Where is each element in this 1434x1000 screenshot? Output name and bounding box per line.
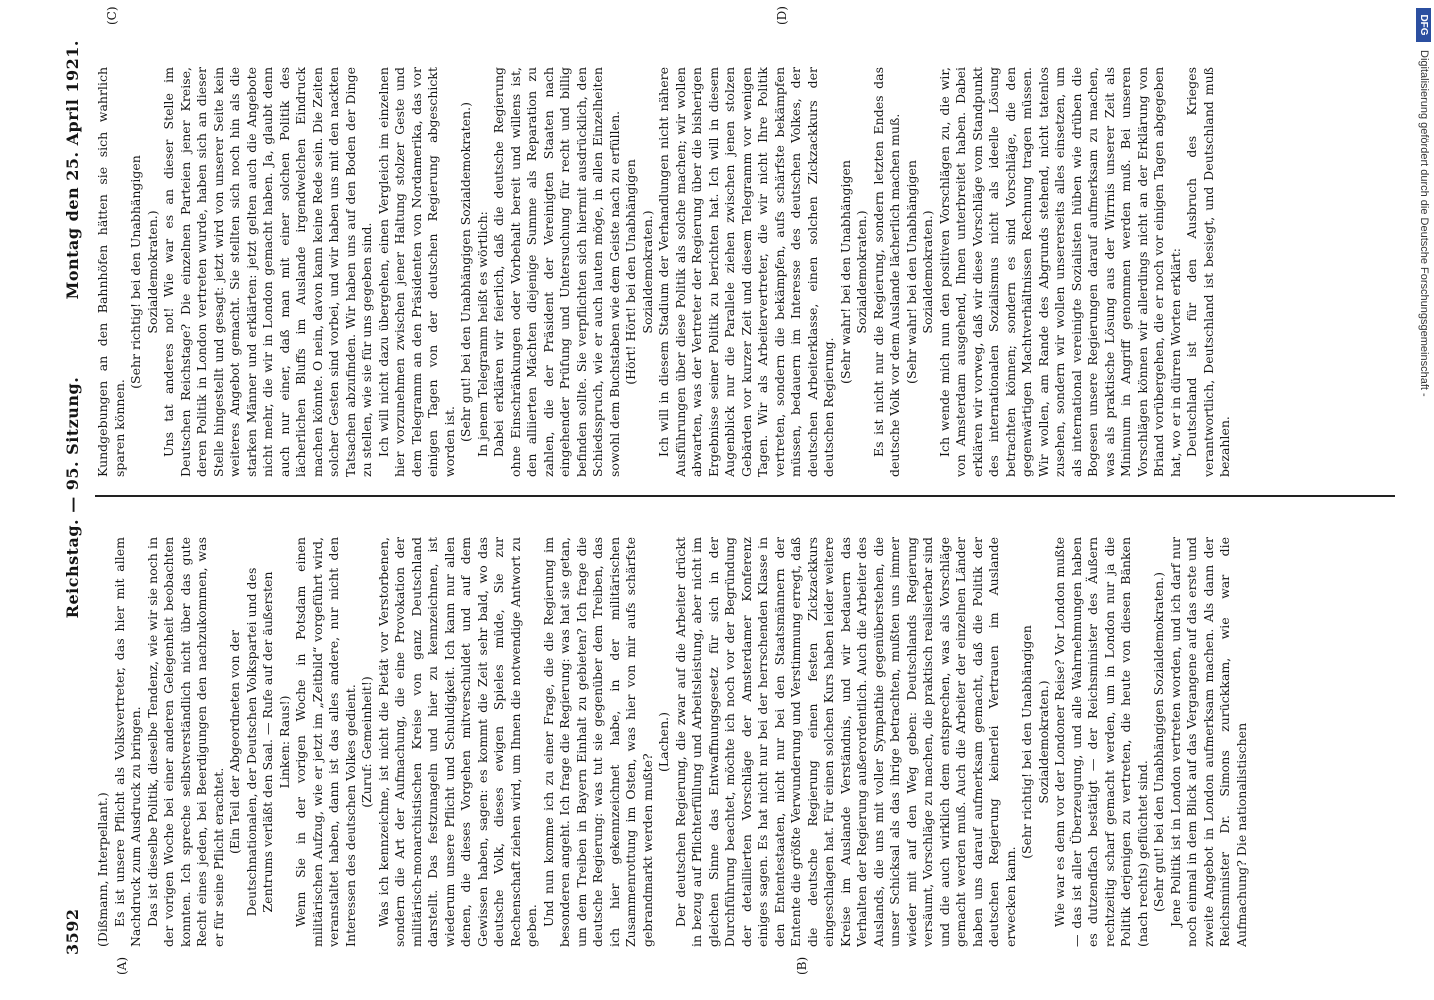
margin-marker-c: (C) xyxy=(105,6,119,25)
digitization-credit xyxy=(1412,8,1434,808)
interjection: (Hört! Hört! bei den Unabhängigen Sozialdemokraten.) xyxy=(623,159,655,385)
paragraph: Deutschland ist für den Ausbruch des Krieges verantwortlich, Deutschland ist besiegt, und Deutschland muß bezahlen. xyxy=(1184,67,1232,477)
paragraph: Ich will in diesem Stadium der Verhandlungen nicht nähere Ausführungen über diese Politik als solche machen; wir wollen abwarten, was der Vertreter der Regierung über die bisherigen Ergebnisse seiner Politik zu berichten hat. Ich will in diesem Augenblick nur die Parallele ziehen zwischen jenen stolzen Gebärden vor kurzer Zeit und diesem Telegramm vor wenigen Tagen. Wir als Arbeitervertreter, die wir nicht Ihre Politik vertreten, sondern die bekämpfen, aufs schärfste bekämpfen müssen, bedauern im Interesse des deutschen Volkes, der deutschen Arbeiterklasse, einen solchen Zickzackkurs der deutschen Regierung. xyxy=(656,67,836,477)
interjection: (Sehr wahr! bei den Unabhängigen Sozialdemokraten.) xyxy=(903,160,935,384)
paragraph: Uns tat anderes not! Wie war es an dieser Stelle im Deutschen Reichstage? Die einzelnen Parteien jener Kreise, deren Politik in London vertreten wurde, haben sich an dieser Stelle hingestellt und gesagt: jetzt wird von unserer Seite kein weiteres Angebot gemacht. Sie stellten sich noch hin als die starken Männer und erklärten: jetzt gelten auch die Angebote nicht mehr, die wir in London gemacht haben. Ja, glaubt denn auch nur einer, daß man mit einer solchen Politik des lächerlichen Bluffs im Auslande irgendwelchen Eindruck machen könnte. O nein, davon kann keine Rede sein. Die Zeiten solcher Gesten sind vorbei, und wir haben uns mit den nackten Tatsachen abzufinden. Wir haben uns auf den Boden der Dinge zu stellen, wie sie für uns gegeben sind. xyxy=(161,67,374,477)
paragraph: Ich wende mich nun den positiven Vorschlägen zu, die wir, von Amsterdam ausgehend, Ihnen unterbreitet haben. Dabei erklären wir vorweg, daß wir diese Vorschläge vom Standpunkt des internationalen Sozialismus nicht als ideelle Lösung betrachten können; sondern es sind Vorschläge, die den gegenwärtigen Machtverhältnissen Rechnung tragen müssen. Wir wollen, am Rande des Abgrunds stehend, nicht tatenlos zusehen, sondern wir wollen unsererseits alles einsetzen, um als international vereinigte Sozialisten hüben wie drüben die Bogesen unsere Regierungen darauf aufmerksam zu machen, was als praktische Lösung aus der Wirrnis unserer Zeit als Minimum in Angriff genommen werden muß. Bei unseren Vorschlägen können wir allerdings nicht an der Erklärung von Briand vorübergehen, die er noch vor einigen Tagen abgegeben hat, wo er in dürren Worten erklärt: xyxy=(936,67,1183,477)
paragraph: Ich will nicht dazu übergehen, einen Vergleich im einzelnen hier vorzunehmen zwischen jener Haltung stolzer Geste und dem Telegramm an den Präsidenten von Nordamerika, das vor einigen Tagen von der deutschen Regierung abgeschickt worden ist. xyxy=(375,67,457,477)
interjection: (Sehr gut! bei den Unabhängigen Sozialdemokraten.) xyxy=(458,102,473,442)
column-divider xyxy=(95,495,1395,497)
speaker-label: (Dißmann, Interpellant.) xyxy=(95,792,110,947)
margin-marker-b: (B) xyxy=(795,956,809,975)
interjection: (Ein Teil der Abgeordneten von der Deutschnationalen, der Deutschen Volkspartei und des Zentrums verläßt den Saal. — Rufe auf der äußersten Linken: Raus!) xyxy=(227,567,292,917)
rotated-page xyxy=(55,6,1415,975)
paragraph: Und nun komme ich zu einer Frage, die die Regierung im besonderen angeht. Ich frage die Regierung: was hat sie getan, um dem Treiben in Bayern Einhalt zu gebieten? Ich frage die deutsche Regierung: was tut sie gegenüber dem Treiben, das ich hier gekennzeichnet habe, in der militärischen Zusammenrottung im Osten, was hier von mir aufs schärfste gebrandmarkt werden mußte? xyxy=(540,537,655,947)
session-date: Montag den 25. April 1921. xyxy=(63,40,82,300)
interjection: (Sehr richtig! bei den Unabhängigen Sozialdemokraten.) xyxy=(1019,625,1051,859)
dfg-logo: DFG xyxy=(1416,8,1431,42)
paragraph: Es ist nicht nur die Regierung, sondern letzten Endes das deutsche Volk vor dem Auslande lächerlich machen muß. xyxy=(870,67,902,477)
interjection: (Sehr wahr! bei den Unabhängigen Sozialdemokraten.) xyxy=(837,160,869,384)
paragraph: Dabei erklären wir feierlich, daß die deutsche Regierung ohne Einschränkungen oder Vorbehalt bereit und willens ist, den alliierten Mächten diejenige Summe als Reparation zu zahlen, die der Präsident der Vereinigten Staaten nach eingehender Prüfung und Untersuchung für recht und billig befinden sollte. Sie verpflichten sich hiermit ausdrücklich, den Schiedsspruch, wie er auch lauten möge, in allen Einzelheiten sowohl dem Buchstaben wie dem Geiste nach zu erfüllen. xyxy=(491,67,622,477)
credit-text: Digitalisierung gefördert durch die Deutsche Forschungsgemeinschaft - xyxy=(1418,50,1430,397)
interjection: (Sehr gut! bei den Unabhängigen Sozialdemokraten.) xyxy=(1151,572,1166,912)
page-header xyxy=(55,40,91,955)
interjection: (Lachen.) xyxy=(656,712,671,772)
paragraph: Wenn Sie in der vorigen Woche in Potsdam einen militärischen Aufzug, wie er jetzt im „Zeitbild“ vorgeführt wird, veranstaltet haben, dann ist das alles andere, nur nicht den Interessen des deutschen Volkes gedient. xyxy=(293,537,358,947)
page-number: 3592 xyxy=(63,908,82,955)
paragraph: Was ich kennzeichne, ist nicht die Pietät vor Verstorbenen, sondern die Art der Aufmachung, die eine Provokation der militärisch-monarchistischen Kreise von ganz Deutschland darstellt. Das festzunageln und hier zu kennzeichnen, ist wiederum unsere Pflicht und Schuldigkeit. Ich kann nur allen denen, die dieses Vorgehen mitverschuldet und auf dem Gewissen haben, sagen: es kommt die Zeit sehr bald, wo das deutsche Volk, dieses ewigen Spieles müde, Sie zur Rechenschaft ziehen wird, um Ihnen die notwendige Antwort zu geben. xyxy=(375,537,539,947)
interjection: (Sehr richtig! bei den Unabhängigen Sozialdemokraten.) xyxy=(128,155,160,389)
paragraph: Jene Politik ist in London vertreten worden, und ich darf nur noch einmal in dem Blick auf das Vergangene auf das erste und zweite Angebot in London aufmerksam machen. Als dann der Reichsminister Dr. Simons zurückkam, wie war die Aufmachung? Die nationalistischen xyxy=(1167,537,1249,947)
paragraph: Kundgebungen an den Bahnhöfen hätten sie sich wahrlich sparen können. xyxy=(95,67,127,477)
running-title: Reichstag. — 95. Sitzung. xyxy=(63,376,82,619)
paragraph: Das ist dieselbe Politik, dieselbe Tendenz, wie wir sie noch in der vorigen Woche bei einer anderen Gelegenheit beobachten konnten. Ich spreche selbstverständlich nicht über das gute Recht eines jeden, bei Beerdigungen den nachzukommen, was er für seine Pflicht erachtet. xyxy=(144,537,226,947)
paragraph: In jenem Telegramm heißt es wörtlich: xyxy=(474,211,490,457)
paragraph: Es ist unsere Pflicht als Volksvertreter, das hier mit allem Nachdruck zum Ausdruck zu bringen. xyxy=(111,537,143,947)
paragraph: Wie war es denn vor der Londoner Reise? Vor London mußte — das ist aller Überzeugung, und alle Wahrnehmungen haben es dutzendfach bestätigt — der Reichsminister des Äußern rechtzeitig scharf gemacht werden, um in London nur ja die Politik derjenigen zu vertreten, die heute von diesen Bänken (nach rechts) geflüchtet sind. xyxy=(1052,537,1150,947)
margin-marker-a: (A) xyxy=(115,956,129,975)
paragraph: Der deutschen Regierung, die zwar auf die Arbeiter drückt in bezug auf Pflichterfüllung und Arbeitsleistung, aber nicht im gleichen Sinne das Entwaffnungsgesetz für sich in der Durchführung beachtet, möchte ich noch vor der Begründung der detaillierten Vorschläge der Amsterdamer Konferenz einiges sagen. Es hat nicht nur bei der herrschenden Klasse in den Ententestaaten, nicht nur bei den Staatsmännern der Entente die größte Verwunderung und Verstimmung erregt, daß die deutsche Regierung einen festen Zickzackkurs eingeschlagen hat. Für einen solchen Kurs haben leider weitere Kreise im Auslande Verständnis, und wir bedauern das Verhalten der Regierung außerordentlich. Auch die Arbeiter des Auslands, die uns mit voller Sympathie gegenüberstehen, die unser Schicksal als das ihrige betrachten, mußten uns immer wieder mit auf den Weg geben: Deutschlands Regierung versäumt, Vorschläge zu machen, die praktisch realisierbar sind und die auch wirklich dem entsprechen, was als Vorschläge gemacht werden muß. Auch die Arbeiter der einzelnen Länder haben uns darauf aufmerksam gemacht, daß die Politik der deutschen Regierung keinerlei Vertrauen im Auslande erwecken kann. xyxy=(672,537,1018,947)
interjection: (Zuruf: Gemeinheit!) xyxy=(359,676,374,808)
right-text-column xyxy=(95,67,1395,477)
left-text-column xyxy=(95,537,1395,947)
margin-marker-d: (D) xyxy=(775,6,789,25)
